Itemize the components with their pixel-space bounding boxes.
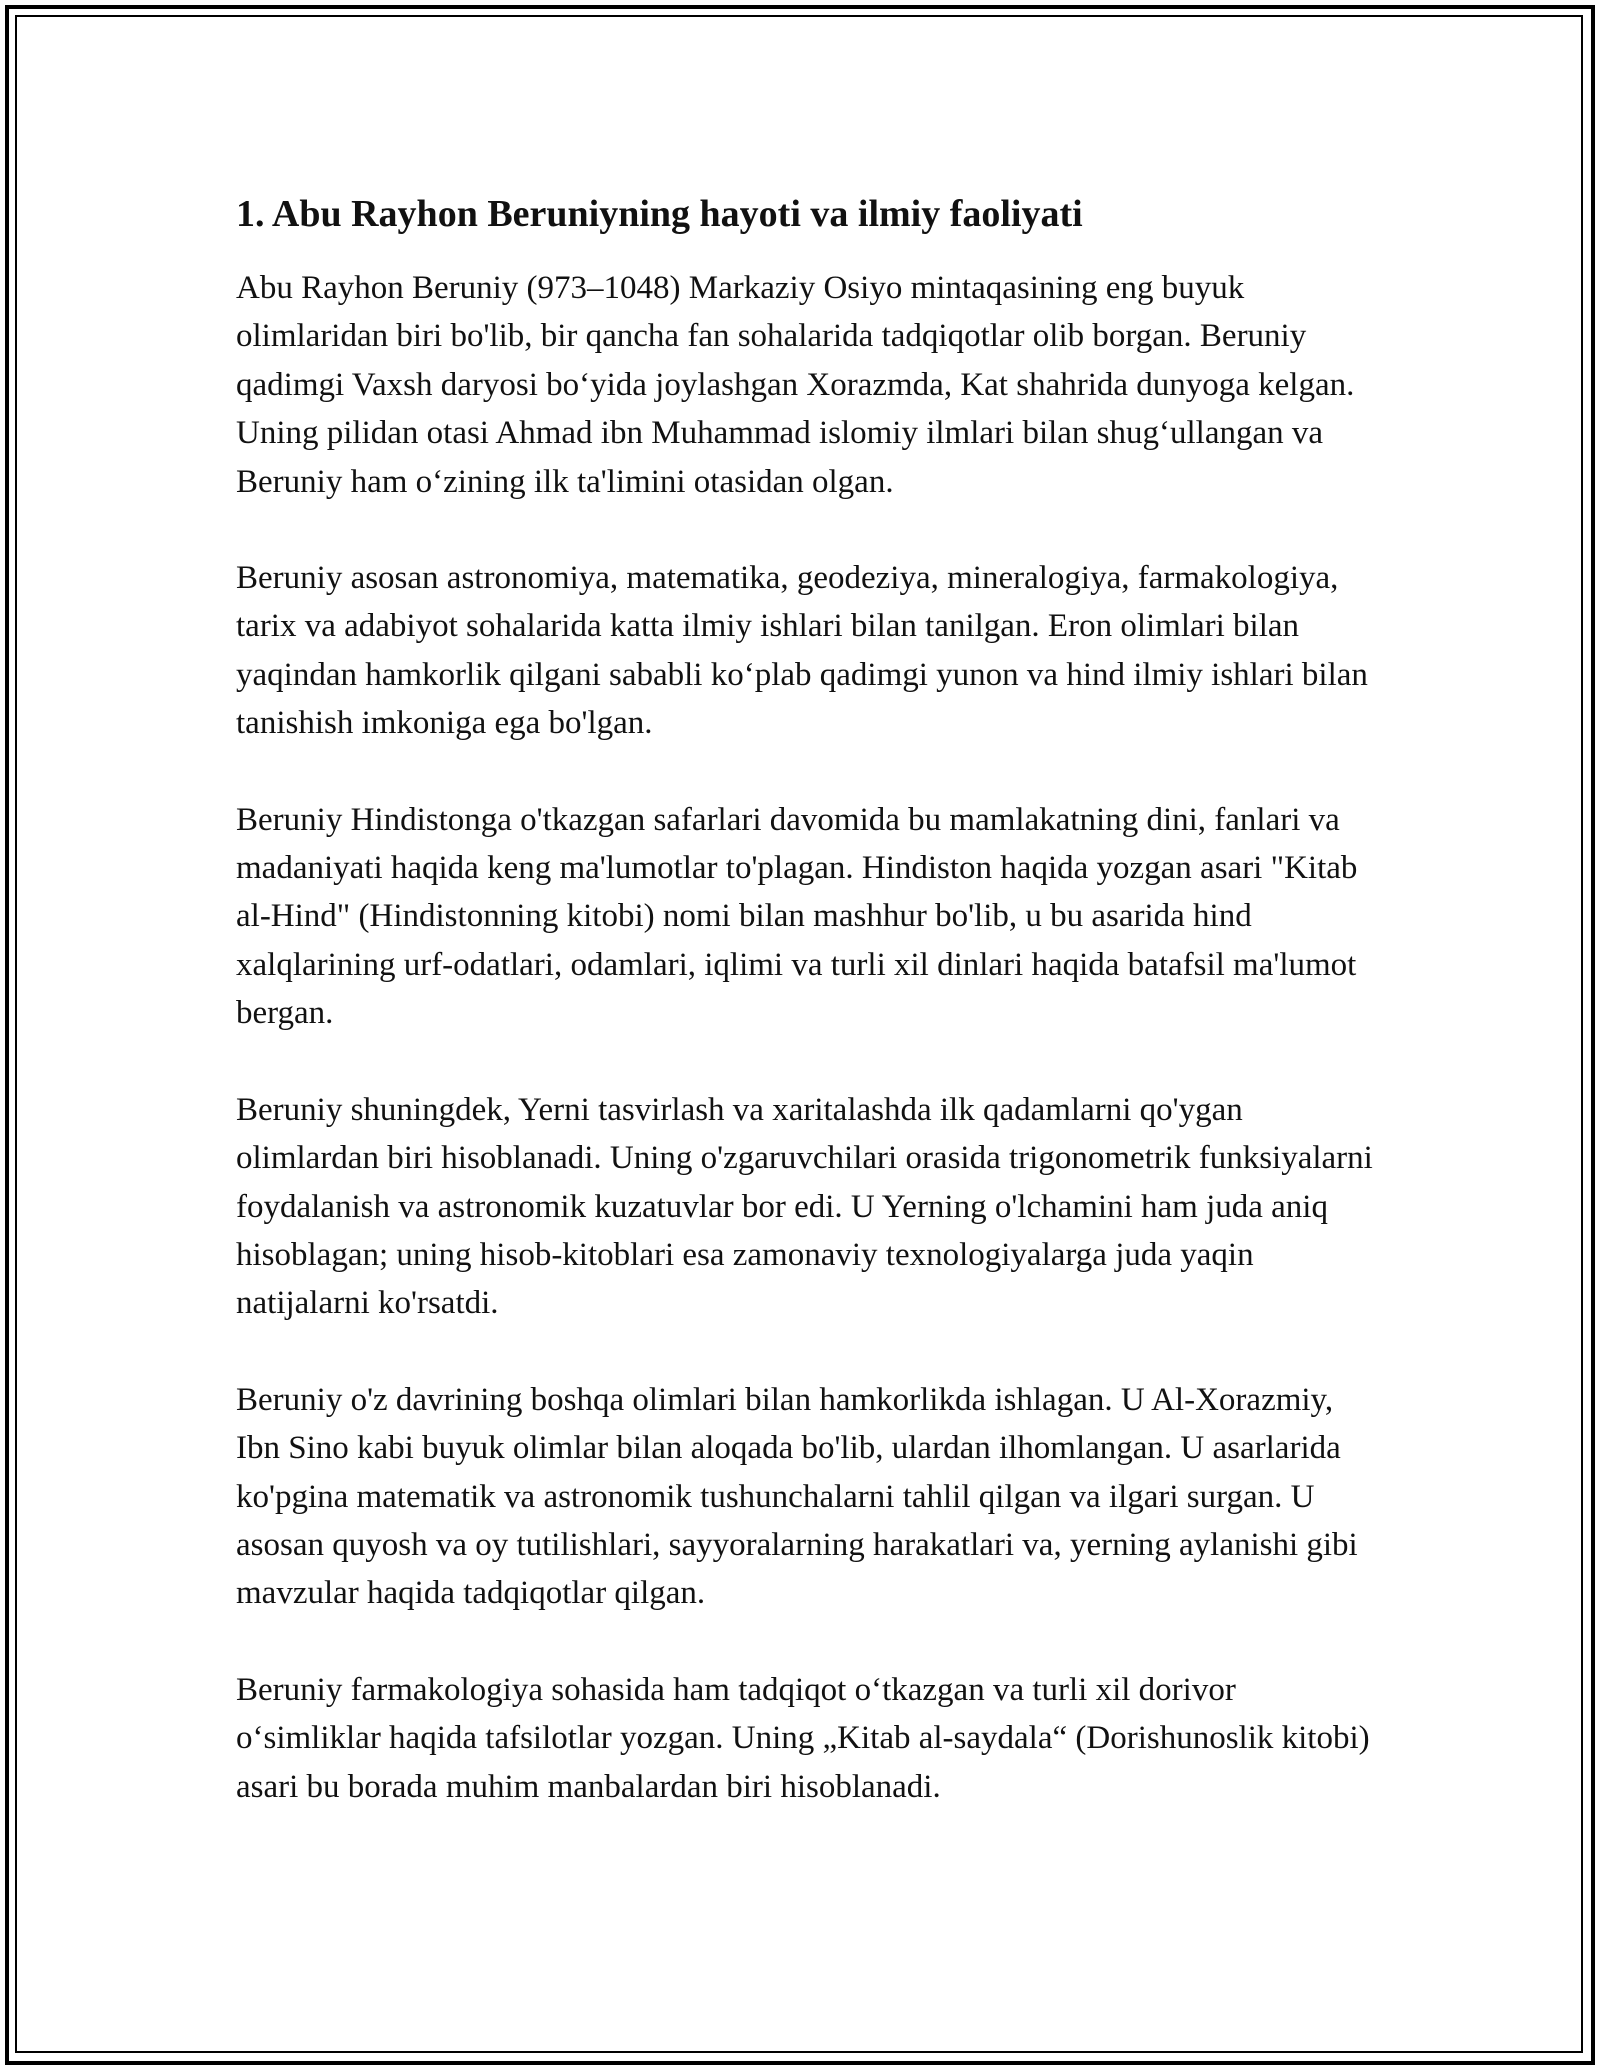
paragraph-3: Beruniy Hindistonga o'tkazgan safarlari davomida bu mamlakatning dini, fanlari va madaniyati haqida keng ma'lumotlar to'plagan. Hindiston haqida yozgan asari "Kitab al-Hind" (Hindistonning kitobi) nomi bilan mashhur bo'lib, u bu asarida hind xalqlarining urf-odatlari, odamlari, iqlimi va turli xil dinlari haqida batafsil ma'lumot bergan. [236,801,1358,1032]
section-heading: 1. Abu Rayhon Beruniyning hayoti va ilmiy faoliyati [236,193,1083,235]
paragraph-4: Beruniy shuningdek, Yerni tasvirlash va xaritalashda ilk qadamlarni qo'ygan olimlardan biri hisoblanadi. Uning o'zgaruvchilari orasida trigonometrik funksiyalarni foydalanish va astronomik kuzatuvlar bor edi. U Yerning o'lchamini ham juda aniq hisoblagan; uning hisob-kitoblari esa zamonaviy texnologiyalarga juda yaqin natijalarni ko'rsatdi. [236,1091,1373,1322]
paragraph-5: Beruniy o'z davrining boshqa olimlari bilan hamkorlikda ishlagan. U Al-Xorazmiy, Ibn Sino kabi buyuk olimlar bilan aloqada bo'lib, ulardan ilhomlangan. U asarlarida ko'pgina matematik va astronomik tushunchalarni tahlil qilgan va ilgari surgan. U asosan quyosh va oy tutilishlari, sayyoralarning harakatlari va, yerning aylanishi gibi mavzular haqida tadqiqotlar qilgan. [236,1381,1358,1612]
paragraph-6: Beruniy farmakologiya sohasida ham tadqiqot o‘tkazgan va turli xil dorivor o‘simliklar haqida tafsilotlar yozgan. Uning „Kitab al-saydala“ (Dorishunoslik kitobi) asari bu borada muhim manbalardan biri hisoblanadi. [236,1671,1370,1805]
document-body [236,186,1376,1859]
paragraph-2: Beruniy asosan astronomiya, matematika, geodeziya, mineralogiya, farmakologiya, tarix va adabiyot sohalarida katta ilmiy ishlari bilan tanilgan. Eron olimlari bilan yaqindan hamkorlik qilgani sababli ko‘plab qadimgi yunon va hind ilmiy ishlari bilan tanishish imkoniga ega bo'lgan. [236,560,1368,742]
paragraph-1: Abu Rayhon Beruniy (973–1048) Markaziy Osiyo mintaqasining eng buyuk olimlaridan biri bo'lib, bir qancha fan sohalarida tadqiqotlar olib borgan. Beruniy qadimgi Vaxsh daryosi bo‘yida joylashgan Xorazmda, Kat shahrida dunyoga kelgan. Uning pilidan otasi Ahmad ibn Muhammad islomiy ilmlari bilan shug‘ullangan va Beruniy ham o‘zining ilk ta'limini otasidan olgan. [236,270,1355,500]
